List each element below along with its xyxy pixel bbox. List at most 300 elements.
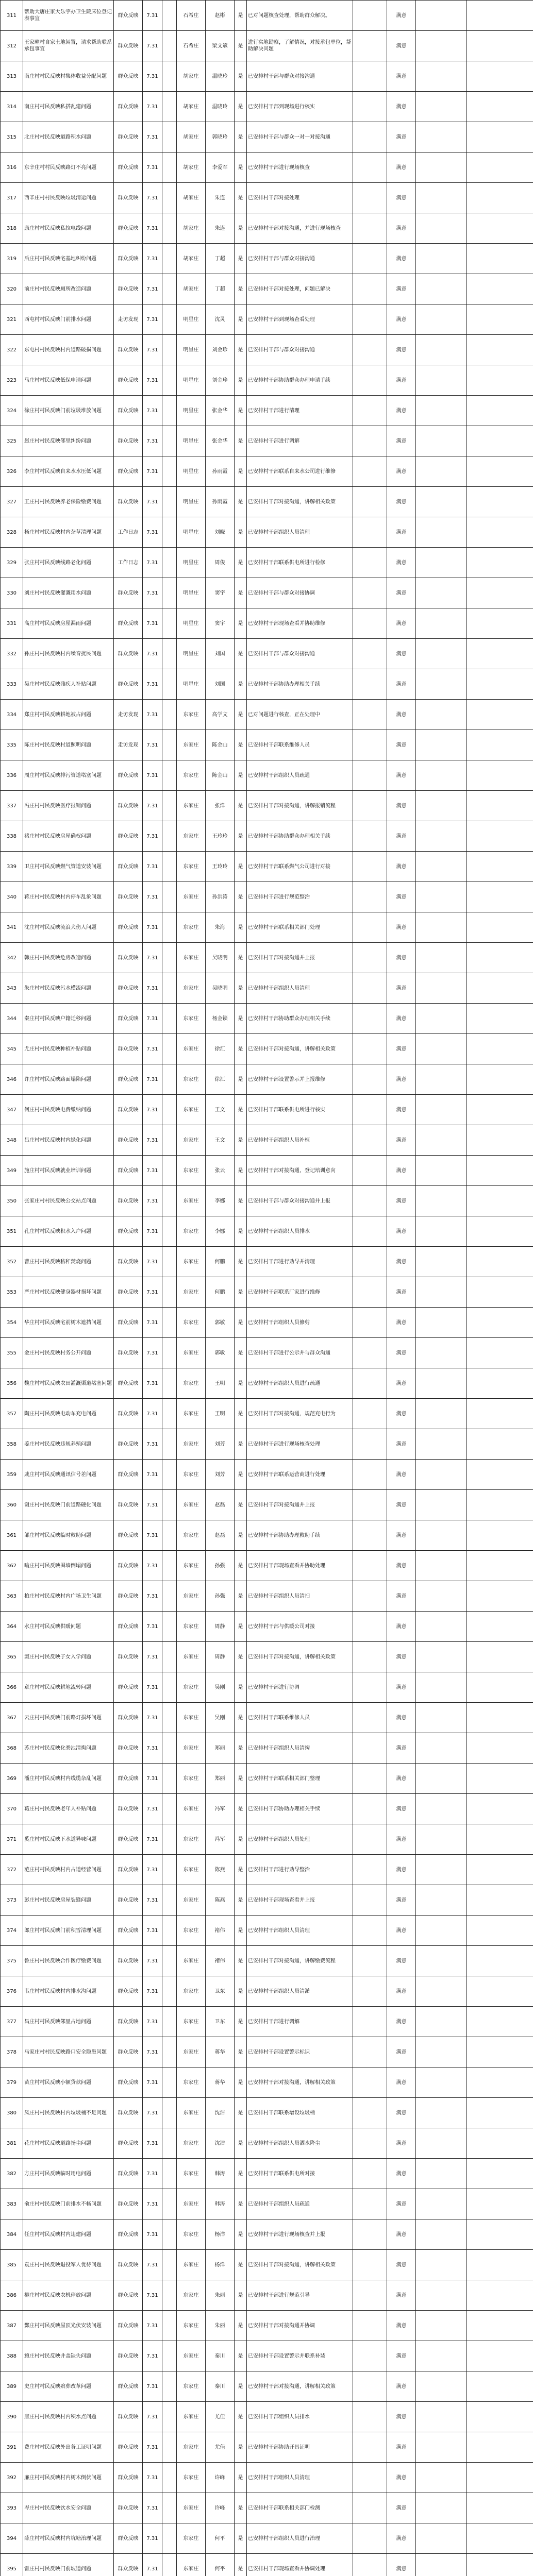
source-type-cell: 群众反映: [114, 2280, 143, 2311]
village-name-cell: 东家庄: [177, 1703, 206, 1733]
source-type-cell: 群众反映: [114, 1764, 143, 1794]
village-name-cell: 东家庄: [177, 2523, 206, 2554]
handler-name-cell: 刘金珍: [206, 365, 235, 396]
issue-description-cell: 卫庄村村民反映燃气管道安装问题: [23, 852, 114, 882]
blank-col-13-cell: [467, 2067, 533, 2098]
table-row: [1, 2311, 533, 2341]
blank-col-12-cell: [416, 1672, 467, 1703]
village-name-cell: 石希庄: [177, 1, 206, 31]
issue-description-cell: 王家疃村自家土地闲置，请求帮助联系承包事宜: [23, 31, 114, 61]
village-name-cell: 东家庄: [177, 1490, 206, 1520]
handling-result-cell: 已安排村干部设置警示并联系补装: [247, 2341, 353, 2371]
village-name-cell: 东家庄: [177, 2128, 206, 2159]
handling-result-cell: 已安排村干部进行现场核查并上报: [247, 2219, 353, 2250]
handler-name-cell: 尤佳: [206, 2432, 235, 2463]
village-name-cell: 东家庄: [177, 2007, 206, 2037]
blank-col-5-cell: [162, 1368, 177, 1399]
blank-col-12-cell: [416, 1338, 467, 1368]
village-name-cell: 明星庄: [177, 396, 206, 426]
village-name-cell: 东家庄: [177, 1399, 206, 1429]
blank-col-12-cell: [416, 1429, 467, 1460]
handling-result-cell: 已安排村干部协助开具证明: [247, 2432, 353, 2463]
village-name-cell: 胡家庄: [177, 183, 206, 213]
handler-name-cell: 王文: [206, 1125, 235, 1156]
village-name-cell: 石希庄: [177, 31, 206, 61]
blank-col-10-cell: [353, 1581, 387, 1612]
handling-result-cell: 已安排村干部协助办理救助手续: [247, 1520, 353, 1551]
handling-result-cell: 已安排村干部对接处理: [247, 183, 353, 213]
resolved-flag-cell: 是: [235, 1216, 247, 1247]
handling-result-cell: 已安排村干部联系供电所进行检修: [247, 548, 353, 578]
date-cell: 7.31: [143, 2402, 162, 2432]
village-name-cell: 东家庄: [177, 943, 206, 973]
handling-result-cell: 已安排村干部组织人员疏通: [247, 2189, 353, 2219]
blank-col-13-cell: [467, 426, 533, 456]
handler-name-cell: 韩涛: [206, 2189, 235, 2219]
date-cell: 7.31: [143, 1064, 162, 1095]
village-name-cell: 东家庄: [177, 2067, 206, 2098]
blank-col-10-cell: [353, 213, 387, 244]
blank-col-10-cell: [353, 2311, 387, 2341]
blank-col-12-cell: [416, 1733, 467, 1764]
issue-description-cell: 康庄村村民反映私拉电线问题: [23, 213, 114, 244]
source-type-cell: 群众反映: [114, 122, 143, 152]
handler-name-cell: 梁文斌: [206, 31, 235, 61]
handling-result-cell: 已安排村干部对接沟通，讲解相关政策: [247, 2250, 353, 2280]
village-name-cell: 东家庄: [177, 852, 206, 882]
blank-col-13-cell: [467, 2554, 533, 2576]
resolved-flag-cell: 是: [235, 1976, 247, 2007]
village-name-cell: 东家庄: [177, 1125, 206, 1156]
table-row: [1, 2219, 533, 2250]
satisfaction-cell: 满意: [387, 2432, 416, 2463]
date-cell: 7.31: [143, 1733, 162, 1764]
table-row: [1, 1429, 533, 1460]
handler-name-cell: 陈金山: [206, 730, 235, 760]
date-cell: 7.31: [143, 335, 162, 365]
handler-name-cell: 周俊: [206, 548, 235, 578]
blank-col-13-cell: [467, 943, 533, 973]
blank-col-10-cell: [353, 2432, 387, 2463]
date-cell: 7.31: [143, 1946, 162, 1976]
village-name-cell: 明星庄: [177, 426, 206, 456]
satisfaction-cell: 满意: [387, 2098, 416, 2128]
blank-col-12-cell: [416, 304, 467, 335]
date-cell: 7.31: [143, 1125, 162, 1156]
issue-description-cell: 前庄村村民反映厕所改造问题: [23, 274, 114, 304]
date-cell: 7.31: [143, 700, 162, 730]
handler-name-cell: 丁超: [206, 244, 235, 274]
date-cell: 7.31: [143, 1308, 162, 1338]
handler-name-cell: 刘国: [206, 669, 235, 700]
handler-name-cell: 郑丽: [206, 1764, 235, 1794]
blank-col-10-cell: [353, 1368, 387, 1399]
blank-col-5-cell: [162, 973, 177, 1004]
issue-description-cell: 东辛庄村村民反映路灯不亮问题: [23, 152, 114, 183]
source-type-cell: 群众反映: [114, 92, 143, 122]
source-type-cell: 群众反映: [114, 1642, 143, 1672]
blank-col-13-cell: [467, 2432, 533, 2463]
resolved-flag-cell: 是: [235, 304, 247, 335]
blank-col-12-cell: [416, 152, 467, 183]
blank-col-5-cell: [162, 912, 177, 943]
satisfaction-cell: 满意: [387, 1490, 416, 1520]
blank-col-12-cell: [416, 2523, 467, 2554]
blank-col-12-cell: [416, 1064, 467, 1095]
table-row: [1, 1794, 533, 1824]
handling-result-cell: 已安排村干部与群众对接协调: [247, 578, 353, 608]
village-name-cell: 胡家庄: [177, 122, 206, 152]
satisfaction-cell: 满意: [387, 1277, 416, 1308]
handling-result-cell: 已安排村干部组织人员处理: [247, 1824, 353, 1855]
village-name-cell: 东家庄: [177, 1672, 206, 1703]
satisfaction-cell: 满意: [387, 2554, 416, 2576]
blank-col-5-cell: [162, 517, 177, 548]
issue-description-cell: 金庄村村民反映村务公开问题: [23, 1338, 114, 1368]
source-type-cell: 群众反映: [114, 1733, 143, 1764]
issue-description-cell: 凤庄村村民反映村内垃圾桶不足问题: [23, 2098, 114, 2128]
blank-col-13-cell: [467, 2098, 533, 2128]
resolved-flag-cell: 是: [235, 1186, 247, 1216]
blank-col-5-cell: [162, 1642, 177, 1672]
handling-result-cell: 已安排村干部联系维修人员: [247, 730, 353, 760]
handler-name-cell: 郭敏: [206, 1338, 235, 1368]
blank-col-5-cell: [162, 152, 177, 183]
satisfaction-cell: 满意: [387, 1642, 416, 1672]
blank-col-5-cell: [162, 1399, 177, 1429]
resolved-flag-cell: 是: [235, 274, 247, 304]
satisfaction-cell: 满意: [387, 1824, 416, 1855]
blank-col-5-cell: [162, 1581, 177, 1612]
satisfaction-cell: 满意: [387, 760, 416, 791]
blank-col-10-cell: [353, 1612, 387, 1642]
blank-col-12-cell: [416, 2098, 467, 2128]
source-type-cell: 群众反映: [114, 1308, 143, 1338]
blank-col-5-cell: [162, 1277, 177, 1308]
blank-col-5-cell: [162, 2554, 177, 2576]
date-cell: 7.31: [143, 1338, 162, 1368]
table-row: [1, 1095, 533, 1125]
date-cell: 7.31: [143, 2493, 162, 2523]
date-cell: 7.31: [143, 2463, 162, 2493]
satisfaction-cell: 满意: [387, 335, 416, 365]
blank-col-10-cell: [353, 1976, 387, 2007]
resolved-flag-cell: 是: [235, 973, 247, 1004]
table-row: [1, 1612, 533, 1642]
blank-col-10-cell: [353, 1, 387, 31]
date-cell: 7.31: [143, 1, 162, 31]
blank-col-10-cell: [353, 2037, 387, 2067]
table-row: [1, 396, 533, 426]
date-cell: 7.31: [143, 943, 162, 973]
blank-col-13-cell: [467, 912, 533, 943]
table-row: [1, 1004, 533, 1034]
date-cell: 7.31: [143, 213, 162, 244]
handler-name-cell: 赵磊: [206, 1520, 235, 1551]
handler-name-cell: 刘芳: [206, 1429, 235, 1460]
blank-col-13-cell: [467, 1916, 533, 1946]
issue-description-cell: 马家庄村村民反映路口安全隐患问题: [23, 2037, 114, 2067]
blank-col-13-cell: [467, 1186, 533, 1216]
table-row: [1, 1308, 533, 1338]
blank-col-13-cell: [467, 2219, 533, 2250]
handler-name-cell: 许峰: [206, 2493, 235, 2523]
handling-result-cell: 已安排村干部组织人员清理: [247, 973, 353, 1004]
satisfaction-cell: 满意: [387, 2493, 416, 2523]
blank-col-13-cell: [467, 1247, 533, 1277]
table-row: [1, 365, 533, 396]
village-name-cell: 东家庄: [177, 1308, 206, 1338]
blank-col-13-cell: [467, 122, 533, 152]
issue-description-cell: 邹庄村村民反映临时救助问题: [23, 1520, 114, 1551]
blank-col-12-cell: [416, 31, 467, 61]
handler-name-cell: 蒋华: [206, 2037, 235, 2067]
village-name-cell: 胡家庄: [177, 61, 206, 92]
handler-name-cell: 周静: [206, 1612, 235, 1642]
source-type-cell: 群众反映: [114, 2128, 143, 2159]
source-type-cell: 群众反映: [114, 1277, 143, 1308]
table-row: [1, 213, 533, 244]
village-name-cell: 东家庄: [177, 2341, 206, 2371]
blank-col-5-cell: [162, 1490, 177, 1520]
village-name-cell: 东家庄: [177, 821, 206, 852]
table-row: [1, 1581, 533, 1612]
handler-name-cell: 吴晓明: [206, 973, 235, 1004]
blank-col-13-cell: [467, 1855, 533, 1885]
table-row: [1, 1703, 533, 1733]
source-type-cell: 群众反映: [114, 1520, 143, 1551]
satisfaction-cell: 满意: [387, 365, 416, 396]
source-type-cell: 群众反映: [114, 274, 143, 304]
satisfaction-cell: 满意: [387, 973, 416, 1004]
issue-description-cell: 尤庄村村民反映种植补贴问题: [23, 1034, 114, 1064]
date-cell: 7.31: [143, 1399, 162, 1429]
blank-col-12-cell: [416, 2402, 467, 2432]
blank-col-10-cell: [353, 1186, 387, 1216]
satisfaction-cell: 满意: [387, 1794, 416, 1824]
issue-description-cell: 东屯村村民反映村内道路破损问题: [23, 335, 114, 365]
source-type-cell: 群众反映: [114, 487, 143, 517]
table-row: [1, 2037, 533, 2067]
satisfaction-cell: 满意: [387, 548, 416, 578]
resolved-flag-cell: 是: [235, 2523, 247, 2554]
table-row: [1, 2432, 533, 2463]
record-table-body: [1, 1, 533, 2576]
source-type-cell: 群众反映: [114, 1064, 143, 1095]
handling-result-cell: 已安排村干部进行现场核查: [247, 152, 353, 183]
blank-col-12-cell: [416, 335, 467, 365]
handling-result-cell: 已安排村干部进行劝导并清理: [247, 1247, 353, 1277]
handling-result-cell: 已安排村干部联系供电所进行核实: [247, 1095, 353, 1125]
blank-col-13-cell: [467, 2037, 533, 2067]
source-type-cell: 群众反映: [114, 183, 143, 213]
blank-col-10-cell: [353, 548, 387, 578]
satisfaction-cell: 满意: [387, 1, 416, 31]
resolved-flag-cell: 是: [235, 2037, 247, 2067]
date-cell: 7.31: [143, 1429, 162, 1460]
row-number-cell: 356: [1, 1368, 23, 1399]
row-number-cell: 354: [1, 1308, 23, 1338]
blank-col-5-cell: [162, 669, 177, 700]
blank-col-13-cell: [467, 213, 533, 244]
village-name-cell: 东家庄: [177, 1034, 206, 1064]
handler-name-cell: 朱丽: [206, 2311, 235, 2341]
row-number-cell: 318: [1, 213, 23, 244]
blank-col-13-cell: [467, 1885, 533, 1916]
date-cell: 7.31: [143, 2523, 162, 2554]
blank-col-10-cell: [353, 2280, 387, 2311]
blank-col-13-cell: [467, 274, 533, 304]
handling-result-cell: 已安排村干部对接处理，问题已解决: [247, 274, 353, 304]
row-number-cell: 323: [1, 365, 23, 396]
blank-col-13-cell: [467, 548, 533, 578]
issue-description-cell: 花庄村村民反映道路扬尘问题: [23, 2128, 114, 2159]
blank-col-10-cell: [353, 1095, 387, 1125]
satisfaction-cell: 满意: [387, 2280, 416, 2311]
blank-col-12-cell: [416, 943, 467, 973]
blank-col-10-cell: [353, 1338, 387, 1368]
blank-col-10-cell: [353, 1216, 387, 1247]
blank-col-12-cell: [416, 244, 467, 274]
issue-description-cell: 吴庄村村民反映残疾人补贴问题: [23, 669, 114, 700]
handling-result-cell: 已安排村干部组织人员清理: [247, 1916, 353, 1946]
blank-col-5-cell: [162, 1, 177, 31]
date-cell: 7.31: [143, 1216, 162, 1247]
issue-description-cell: 何庄村村民反映电费缴纳问题: [23, 1095, 114, 1125]
blank-col-12-cell: [416, 548, 467, 578]
source-type-cell: 工作日志: [114, 517, 143, 548]
resolved-flag-cell: 是: [235, 1612, 247, 1642]
handling-result-cell: 已安排村干部组织人员补植: [247, 1125, 353, 1156]
village-name-cell: 东家庄: [177, 791, 206, 821]
date-cell: 7.31: [143, 1095, 162, 1125]
issue-description-cell: 吕庄村村民反映村内绿化问题: [23, 1125, 114, 1156]
issue-description-cell: 刘庄村村民反映灌溉用水问题: [23, 578, 114, 608]
handler-name-cell: 温晓玲: [206, 61, 235, 92]
handler-name-cell: 郭敏: [206, 1308, 235, 1338]
satisfaction-cell: 满意: [387, 244, 416, 274]
source-type-cell: 群众反映: [114, 1429, 143, 1460]
source-type-cell: 群众反映: [114, 2311, 143, 2341]
village-name-cell: 东家庄: [177, 1551, 206, 1581]
source-type-cell: 群众反映: [114, 1490, 143, 1520]
village-name-cell: 东家庄: [177, 2250, 206, 2280]
blank-col-5-cell: [162, 760, 177, 791]
table-row: [1, 1764, 533, 1794]
handling-result-cell: 已安排村干部进行劝导整治: [247, 1855, 353, 1885]
resolved-flag-cell: 是: [235, 2067, 247, 2098]
row-number-cell: 395: [1, 2554, 23, 2576]
satisfaction-cell: 满意: [387, 1885, 416, 1916]
satisfaction-cell: 满意: [387, 1064, 416, 1095]
satisfaction-cell: 满意: [387, 1976, 416, 2007]
blank-col-12-cell: [416, 1642, 467, 1672]
table-row: [1, 1672, 533, 1703]
issue-description-cell: 徐庄村村民反映门前垃圾堆放问题: [23, 396, 114, 426]
handler-name-cell: 褚伟: [206, 1946, 235, 1976]
satisfaction-cell: 满意: [387, 852, 416, 882]
source-type-cell: 群众反映: [114, 1460, 143, 1490]
resolved-flag-cell: 是: [235, 1338, 247, 1368]
source-type-cell: 群众反映: [114, 1216, 143, 1247]
source-type-cell: 群众反映: [114, 1703, 143, 1733]
blank-col-13-cell: [467, 578, 533, 608]
row-number-cell: 362: [1, 1551, 23, 1581]
table-row: [1, 1368, 533, 1399]
blank-col-13-cell: [467, 335, 533, 365]
date-cell: 7.31: [143, 2554, 162, 2576]
handling-result-cell: 已安排村干部与群众对接沟通并上报: [247, 1186, 353, 1216]
blank-col-10-cell: [353, 2067, 387, 2098]
blank-col-13-cell: [467, 639, 533, 669]
satisfaction-cell: 满意: [387, 1429, 416, 1460]
handler-name-cell: 秦川: [206, 2341, 235, 2371]
satisfaction-cell: 满意: [387, 2007, 416, 2037]
blank-col-5-cell: [162, 487, 177, 517]
issue-description-cell: 姜庄村村民反映违规养殖问题: [23, 1429, 114, 1460]
village-name-cell: 东家庄: [177, 1460, 206, 1490]
resolved-flag-cell: 是: [235, 2402, 247, 2432]
handler-name-cell: 王明: [206, 1368, 235, 1399]
issue-description-cell: 郑庄村村民反映耕地被占问题: [23, 700, 114, 730]
blank-col-10-cell: [353, 1824, 387, 1855]
issue-description-cell: 李庄村村民反映自来水水压低问题: [23, 456, 114, 487]
blank-col-5-cell: [162, 2402, 177, 2432]
table-row: [1, 1946, 533, 1976]
blank-col-10-cell: [353, 365, 387, 396]
blank-col-13-cell: [467, 61, 533, 92]
handling-result-cell: 已安排村干部现场查看并上报: [247, 1885, 353, 1916]
blank-col-10-cell: [353, 1764, 387, 1794]
date-cell: 7.31: [143, 1764, 162, 1794]
date-cell: 7.31: [143, 1672, 162, 1703]
date-cell: 7.31: [143, 1703, 162, 1733]
blank-col-13-cell: [467, 1490, 533, 1520]
source-type-cell: 群众反映: [114, 1976, 143, 2007]
blank-col-12-cell: [416, 1703, 467, 1733]
blank-col-10-cell: [353, 2493, 387, 2523]
resolved-flag-cell: 是: [235, 487, 247, 517]
blank-col-10-cell: [353, 1551, 387, 1581]
satisfaction-cell: 满意: [387, 1764, 416, 1794]
blank-col-5-cell: [162, 639, 177, 669]
blank-col-12-cell: [416, 1, 467, 31]
blank-col-5-cell: [162, 61, 177, 92]
date-cell: 7.31: [143, 122, 162, 152]
blank-col-5-cell: [162, 213, 177, 244]
handler-name-cell: 孙强: [206, 1581, 235, 1612]
handling-result-cell: 已安排村干部组织人员排水: [247, 1216, 353, 1247]
blank-col-5-cell: [162, 31, 177, 61]
row-number-cell: 314: [1, 92, 23, 122]
blank-col-13-cell: [467, 2280, 533, 2311]
table-row: [1, 1520, 533, 1551]
row-number-cell: 380: [1, 2098, 23, 2128]
satisfaction-cell: 满意: [387, 122, 416, 152]
blank-col-12-cell: [416, 1277, 467, 1308]
table-row: [1, 1551, 533, 1581]
blank-col-12-cell: [416, 2128, 467, 2159]
row-number-cell: 360: [1, 1490, 23, 1520]
source-type-cell: 群众反映: [114, 335, 143, 365]
issue-description-cell: 北庄村村民反映道路积水问题: [23, 122, 114, 152]
blank-col-13-cell: [467, 1946, 533, 1976]
date-cell: 7.31: [143, 2037, 162, 2067]
handler-name-cell: 窦宇: [206, 578, 235, 608]
resolved-flag-cell: 是: [235, 608, 247, 639]
row-number-cell: 371: [1, 1824, 23, 1855]
handling-result-cell: 已安排村干部对接沟通并上报: [247, 943, 353, 973]
